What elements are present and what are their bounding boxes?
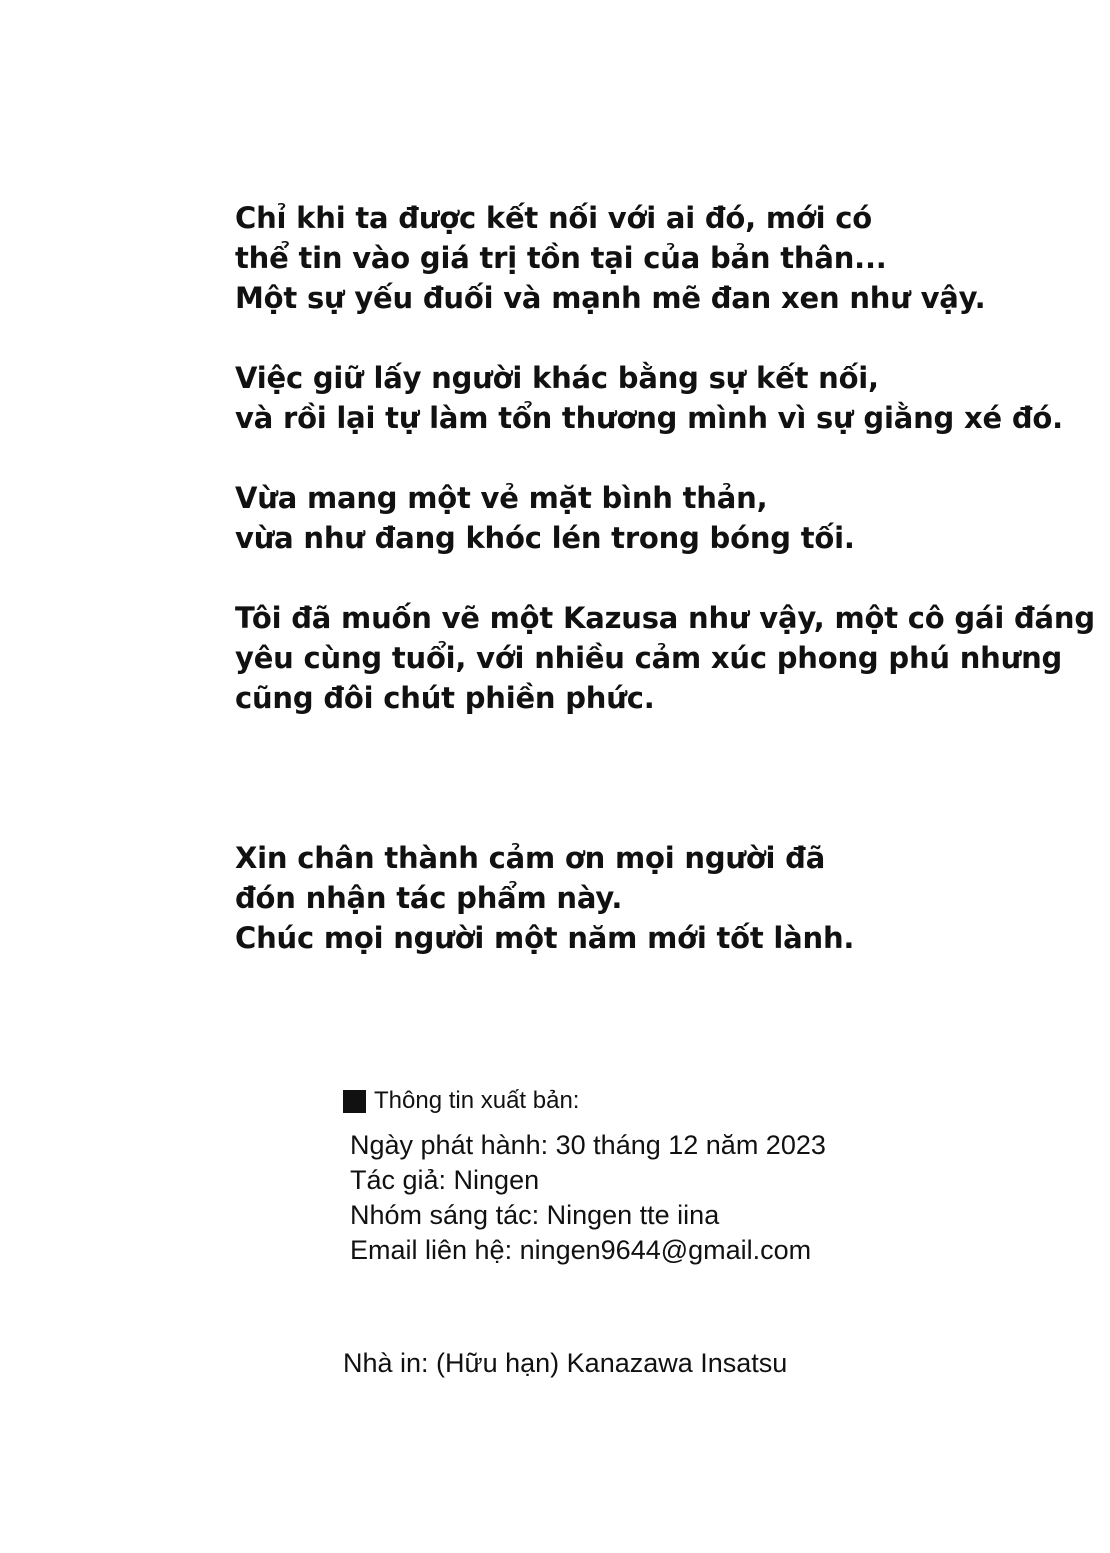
afterword-line: yêu cùng tuổi, với nhiều cảm xúc phong phú nhưng xyxy=(235,641,1063,675)
afterword-line: vừa như đang khóc lén trong bóng tối. xyxy=(235,521,855,555)
afterword-line: Chỉ khi ta được kết nối với ai đó, mới có xyxy=(235,201,872,235)
afterword-paragraph-4 xyxy=(235,598,1095,718)
thanks-line: Xin chân thành cảm ơn mọi người đã xyxy=(235,841,826,875)
publication-info-header xyxy=(343,1084,1043,1118)
afterword-line: Vừa mang một vẻ mặt bình thản, xyxy=(235,481,768,515)
thanks-line: Chúc mọi người một năm mới tốt lành. xyxy=(235,921,855,955)
publication-info-list xyxy=(350,1128,1043,1268)
afterword-line: Tôi đã muốn vẽ một Kazusa như vậy, một cô gái đáng xyxy=(235,601,1095,635)
afterword-line: Việc giữ lấy người khác bằng sự kết nối, xyxy=(235,361,879,395)
printer-info: Nhà in: (Hữu hạn) Kanazawa Insatsu xyxy=(343,1348,788,1378)
creative-group: Nhóm sáng tác: Ningen tte iina xyxy=(350,1200,720,1230)
afterword-line: thể tin vào giá trị tồn tại của bản thân... xyxy=(235,241,887,275)
afterword-paragraph-3 xyxy=(235,478,1095,558)
thanks-section xyxy=(235,838,1095,958)
publication-info xyxy=(343,1084,1043,1268)
afterword-line: và rồi lại tự làm tổn thương mình vì sự giằng xé đó. xyxy=(235,401,1063,435)
contact-email: Email liên hệ: ningen9644@gmail.com xyxy=(350,1235,812,1265)
afterword-paragraph-1 xyxy=(235,198,1095,318)
afterword-paragraph-2 xyxy=(235,358,1095,438)
afterword-section xyxy=(235,198,1095,758)
afterword-line: Một sự yếu đuối và mạnh mẽ đan xen như vậy. xyxy=(235,281,986,315)
release-date: Ngày phát hành: 30 tháng 12 năm 2023 xyxy=(350,1130,826,1160)
thanks-line: đón nhận tác phẩm này. xyxy=(235,881,623,915)
author: Tác giả: Ningen xyxy=(350,1165,540,1195)
afterword-line: cũng đôi chút phiền phức. xyxy=(235,681,655,715)
publication-info-title: Thông tin xuất bản: xyxy=(374,1087,580,1114)
black-square-icon xyxy=(343,1090,366,1113)
